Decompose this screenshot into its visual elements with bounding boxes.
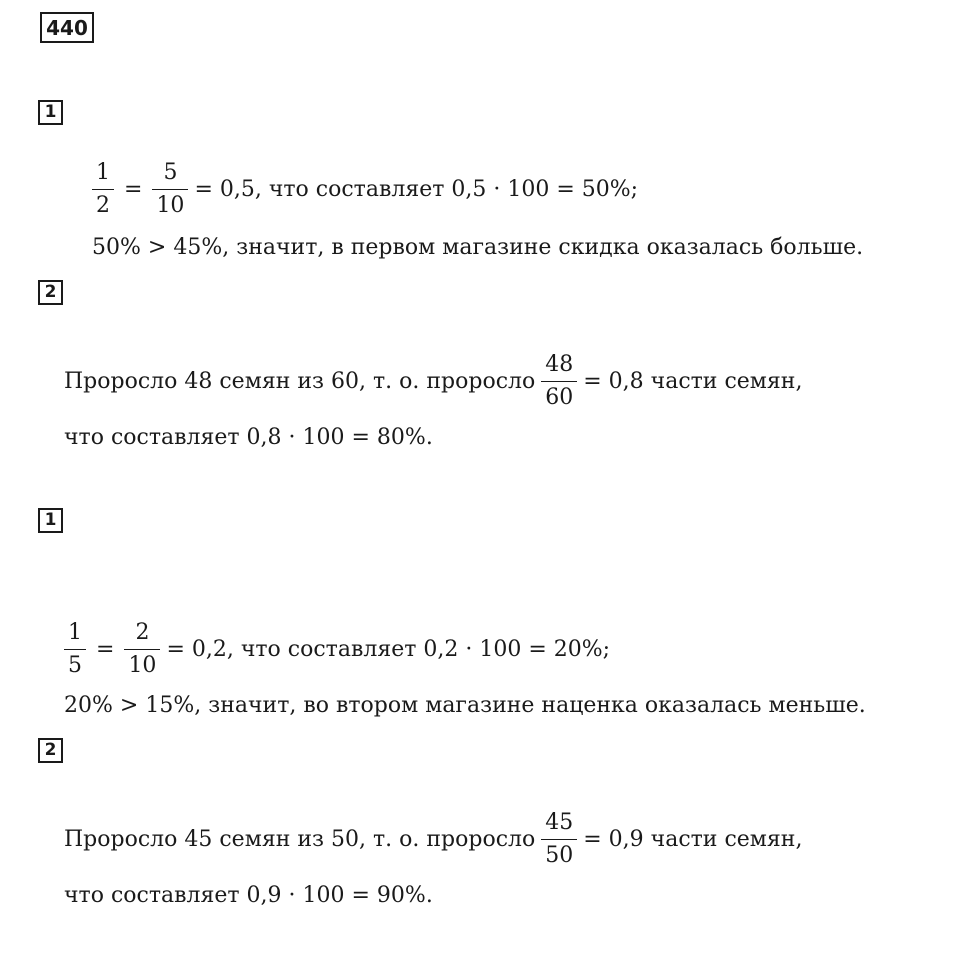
step-2-label: 2 — [38, 738, 63, 763]
denominator: 2 — [92, 189, 114, 217]
step-2-label: 2 — [38, 280, 63, 305]
fraction — [152, 159, 188, 218]
problem-number: 440 — [40, 12, 94, 43]
denominator: 5 — [64, 649, 86, 677]
numerator: 2 — [135, 619, 150, 645]
conclusion-text: 20% > 15%, значит, во втором магазине наценка оказалась меньше. — [64, 692, 866, 718]
denominator: 50 — [541, 839, 577, 867]
denominator: 60 — [541, 381, 577, 409]
percent-text: что составляет 0,8 · 100 = 80%. — [64, 424, 433, 450]
conclusion-text: 50% > 45%, значит, в первом магазине скидка оказалась больше. — [92, 234, 864, 260]
step-1-label: 1 — [38, 100, 63, 125]
equation-line: $\frac{1}{2}$ = $\frac{5}{10}$ = 0,5, что составляет 0,5 · 100 = 50%; — [86, 172, 638, 206]
fraction — [124, 619, 160, 678]
numerator: 5 — [163, 159, 178, 185]
numerator: 1 — [96, 159, 110, 185]
percent-text: что составляет 0,9 · 100 = 90%. — [64, 882, 433, 908]
germination-prefix: Проросло 48 семян из 60, т. о. проросло — [64, 368, 536, 394]
equation-rest: = 0,5, что составляет 0,5 · 100 = 50%; — [194, 176, 639, 202]
fraction — [92, 159, 114, 218]
step-1-label: 1 — [38, 508, 63, 533]
equation-line: $\frac{1}{5}$ = $\frac{2}{10}$ = 0,2, что составляет 0,2 · 100 = 20%; — [58, 632, 610, 666]
germination-line — [64, 809, 803, 868]
germination-rest: = 0,8 части семян, — [583, 368, 803, 394]
numerator: 48 — [545, 351, 574, 377]
numerator: 45 — [545, 809, 574, 835]
germination-rest: = 0,9 части семян, — [583, 826, 803, 852]
fraction — [64, 619, 86, 678]
denominator: 10 — [124, 649, 160, 677]
germination-line — [64, 351, 803, 410]
fraction — [541, 351, 577, 410]
numerator: 1 — [68, 619, 82, 645]
fraction — [541, 809, 577, 868]
germination-prefix: Проросло 45 семян из 50, т. о. проросло — [64, 826, 536, 852]
denominator: 10 — [152, 189, 188, 217]
equation-rest: = 0,2, что составляет 0,2 · 100 = 20%; — [166, 636, 611, 662]
